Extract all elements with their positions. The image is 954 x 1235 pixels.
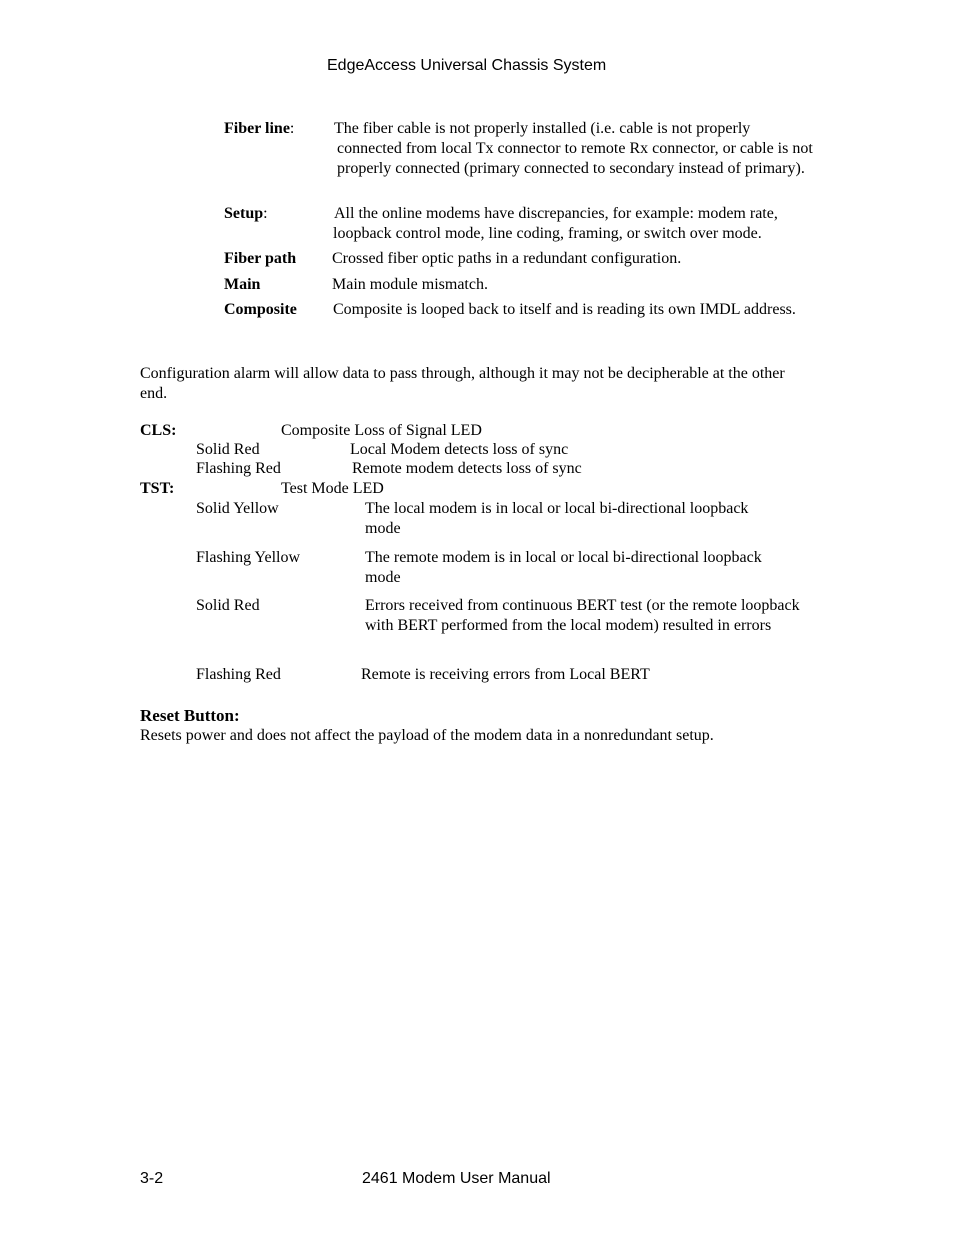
term-setup <box>224 204 268 224</box>
tst-label: TST: <box>140 480 175 497</box>
tst-meaning-flashing-yellow: The remote modem is in local or local bi-directional loopback mode <box>365 549 762 586</box>
tst-state-flashing-red: Flashing Red <box>196 666 281 683</box>
cls-meaning-solid-red: Local Modem detects loss of sync <box>350 441 569 458</box>
cls-title: Composite Loss of Signal LED <box>281 422 482 439</box>
term-composite: Composite <box>224 301 297 318</box>
desc-text: Composite is looped back to itself and is reading its own IMDL address. <box>333 301 796 318</box>
tst-meaning-solid-red: Errors received from continuous BERT test (or the remote loopback with BERT performed from the local modem) resulted in errors <box>365 597 800 634</box>
term-label: Setup <box>224 205 264 222</box>
reset-heading: Reset Button: <box>140 706 240 725</box>
tst-state-flashing-yellow: Flashing Yellow <box>196 549 301 566</box>
term-fiber-line <box>224 119 294 139</box>
page-number: 3-2 <box>140 1170 164 1187</box>
tst-state-solid-red: Solid Red <box>196 597 260 614</box>
reset-text: Resets power and does not affect the payload of the modem data in a nonredundant setup. <box>140 727 714 744</box>
desc-composite <box>332 300 802 320</box>
tst-meaning-flashing-red: Remote is receiving errors from Local BERT <box>361 666 650 683</box>
manual-title: 2461 Modem User Manual <box>362 1170 551 1187</box>
tst-meaning-solid-yellow: The local modem is in local or local bi-directional loopback mode <box>365 500 749 537</box>
term-main: Main <box>224 276 261 293</box>
tst-title: Test Mode LED <box>281 480 384 497</box>
term-fiber-path: Fiber path <box>224 250 297 267</box>
desc-fiber-line <box>334 119 819 179</box>
cls-state-solid-red: Solid Red <box>196 441 260 458</box>
desc-fiber-path: Crossed fiber optic paths in a redundant configuration. <box>332 250 682 267</box>
desc-setup <box>332 204 817 244</box>
desc-main: Main module mismatch. <box>332 276 488 293</box>
desc-text: The fiber cable is not properly installed (i.e. cable is not properly connected from local Tx connector to remote Rx connector, or cable is not properly connected (primary connected to secondary instead of primary). <box>334 120 813 177</box>
cls-meaning-flashing-red: Remote modem detects loss of sync <box>352 460 582 477</box>
term-label: Fiber line <box>224 120 290 137</box>
desc-text: All the online modems have discrepancies, for example: modem rate, loopback control mode, line coding, framing, or switch over mode. <box>333 205 778 242</box>
config-alarm-paragraph: Configuration alarm will allow data to pass through, although it may not be decipherable at the other end. <box>140 365 785 402</box>
page-header-title: EdgeAccess Universal Chassis System <box>327 57 607 74</box>
cls-state-flashing-red: Flashing Red <box>196 460 281 477</box>
tst-state-solid-yellow: Solid Yellow <box>196 500 279 517</box>
cls-label: CLS: <box>140 422 177 439</box>
term-suffix: : <box>289 120 295 137</box>
term-suffix: : <box>263 205 268 222</box>
